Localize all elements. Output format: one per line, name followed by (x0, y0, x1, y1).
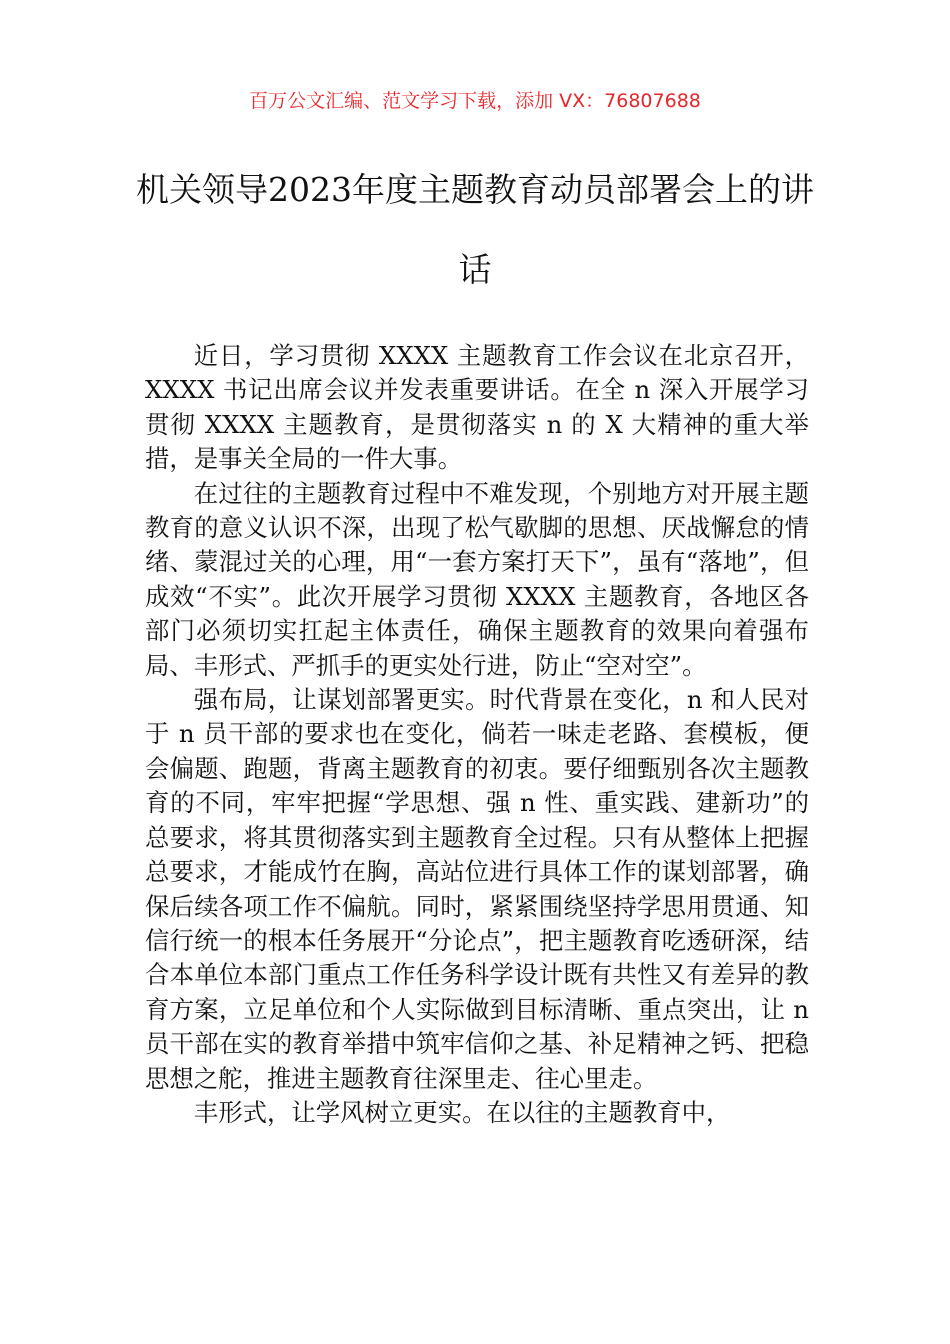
download-banner: 百万公文汇编、范文学习下载，添加 VX：76807688 (249, 90, 701, 112)
paragraph: 在过往的主题教育过程中不难发现，个别地方对开展主题教育的意义认识不深，出现了松气歇脚的思想、厌战懈怠的情绪、蒙混过关的心理，用“一套方案打天下”，虽有“落地”，但成效“不实”。此次开展学习贯彻 XXXX 主题教育，各地区各部门必须切实扛起主体责任，确保主题教育的效果向着强布局、丰形式、严抓手的更实处行进，防止“空对空”。 (145, 478, 809, 680)
document-body (145, 339, 809, 1130)
document-title: 机关领导2023年度主题教育动员部署会上的讲话 (136, 170, 814, 289)
paragraph: 近日，学习贯彻 XXXX 主题教育工作会议在北京召开，XXXX 书记出席会议并发表重要讲话。在全 n 深入开展学习贯彻 XXXX 主题教育，是贯彻落实 n 的 X 大精神的重大举措，是事关全局的一件大事。 (145, 341, 809, 474)
paragraph: 丰形式，让学风树立更实。在以往的主题教育中， (193, 1097, 731, 1127)
paragraph: 强布局，让谋划部署更实。时代背景在变化，n 和人民对于 n 员干部的要求也在变化，倘若一味走老路、套模板，便会偏题、跑题，背离主题教育的初衷。要仔细甄别各次主题教育的不同，牢牢把握“学思想、强 n 性、重实践、建新功”的总要求，将其贯彻落实到主题教育全过程。只有从整体上把握总要求，才能成竹在胸，高站位进行具体工作的谋划部署，确保后续各项工作不偏航。同时，紧紧围绕坚持学思用贯通、知信行统一的根本任务展开“分论点”，把主题教育吃透研深，结合本单位本部门重点工作任务科学设计既有共性又有差异的教育方案，立足单位和个人实际做到目标清晰、重点突出，让 n 员干部在实的教育举措中筑牢信仰之基、补足精神之钙、把稳思想之舵，推进主题教育往深里走、往心里走。 (145, 685, 809, 1093)
